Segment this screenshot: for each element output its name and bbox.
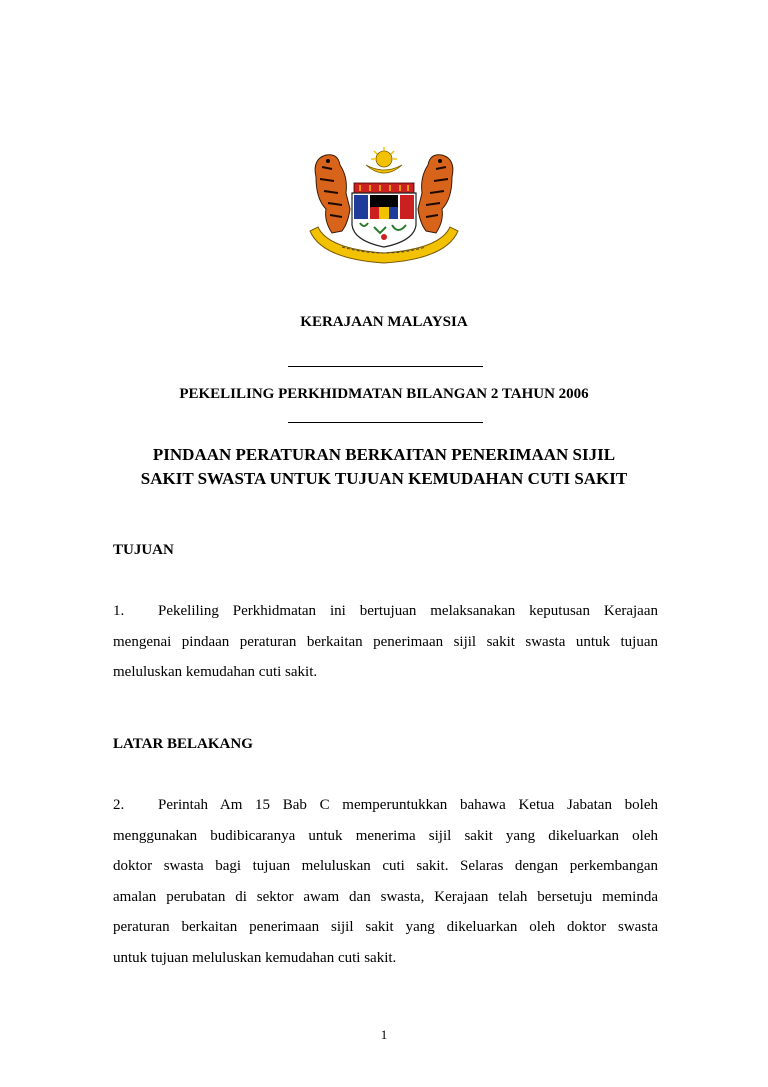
paragraph-2 [113, 790, 658, 973]
paragraph-line [113, 790, 658, 821]
divider-line [288, 422, 483, 423]
paragraph-line: peraturan berkaitan penerimaan sijil sakit yang dikeluarkan oleh doktor swasta [113, 919, 658, 935]
paragraph-line: doktor swasta bagi tujuan meluluskan cuti sakit. Selaras dengan perkembangan [113, 858, 658, 874]
paragraph-text: Pekeliling Perkhidmatan ini bertujuan melaksanakan keputusan Kerajaan [158, 603, 658, 619]
coat-of-arms-emblem-icon [302, 147, 466, 269]
paragraph-line: mengenai pindaan peraturan berkaitan penerimaan sijil sakit swasta untuk tujuan [113, 633, 658, 650]
section-heading-latar-belakang: LATAR BELAKANG [113, 736, 253, 752]
divider-line [288, 366, 483, 367]
paragraph-number: 1. [113, 603, 125, 619]
paragraph-line [113, 596, 658, 627]
paragraph-number: 2. [113, 797, 125, 813]
paragraph-line: menggunakan budibicaranya untuk menerima sijil sakit yang dikeluarkan oleh [113, 827, 658, 844]
government-heading: KERAJAAN MALAYSIA [300, 314, 468, 330]
section-heading-tujuan: TUJUAN [113, 542, 174, 558]
page-number: 1 [380, 1027, 388, 1042]
paragraph-1 [113, 596, 658, 688]
circular-number-heading: PEKELILING PERKHIDMATAN BILANGAN 2 TAHUN 2006 [179, 386, 589, 402]
paragraph-line: amalan perubatan di sektor awam dan swasta, Kerajaan telah bersetuju meminda [113, 888, 658, 905]
paragraph-line: untuk tujuan meluluskan kemudahan cuti sakit. [113, 949, 397, 966]
paragraph-text: Perintah Am 15 Bab C memperuntukkan bahawa Ketua Jabatan boleh [158, 797, 658, 813]
document-title-line: PINDAAN PERATURAN BERKAITAN PENERIMAAN SIJIL [152, 445, 616, 464]
document-title [0, 443, 768, 491]
paragraph-line: meluluskan kemudahan cuti sakit. [113, 664, 318, 680]
document-title-line: SAKIT SWASTA UNTUK TUJUAN KEMUDAHAN CUTI SAKIT [140, 469, 628, 488]
